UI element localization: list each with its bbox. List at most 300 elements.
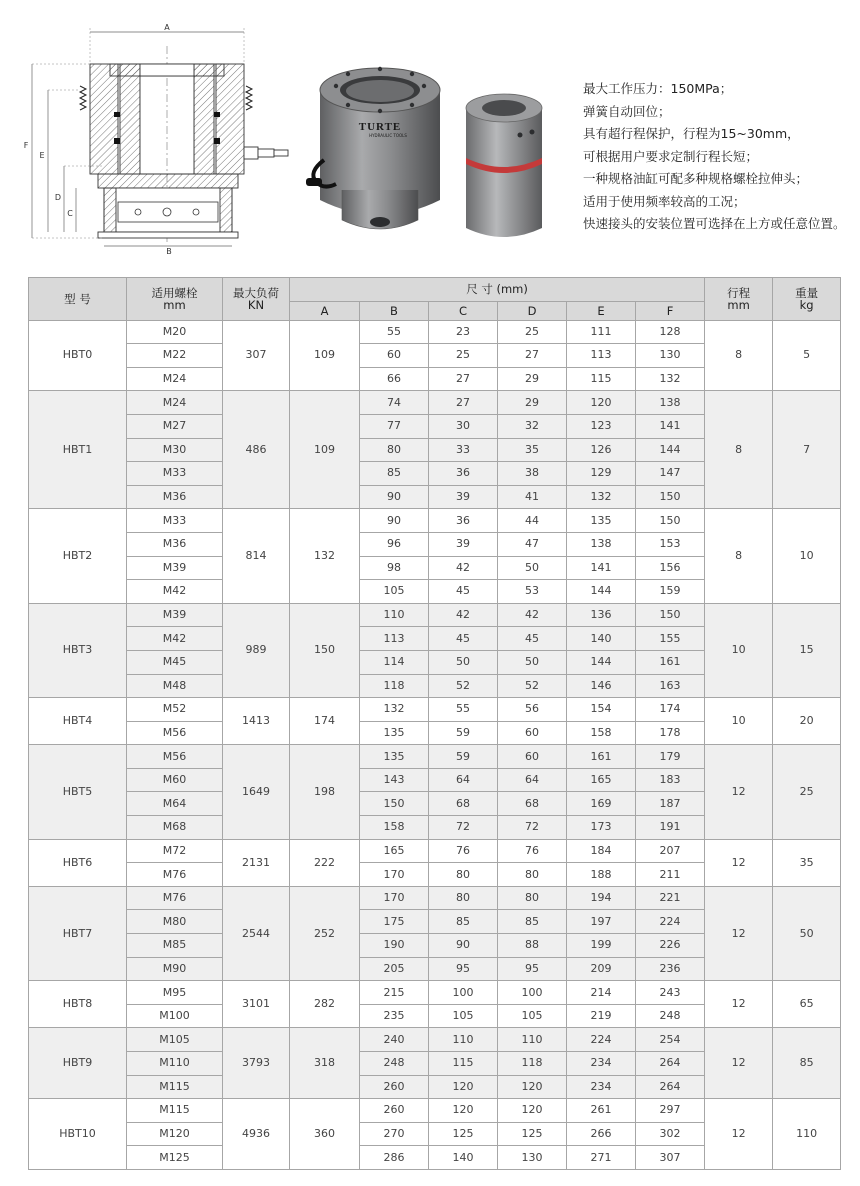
dim-f-cell: 183 [636,768,705,792]
stroke-cell: 8 [705,391,773,509]
dim-e-cell: 158 [567,721,636,745]
dim-d-cell: 118 [498,1052,567,1076]
dim-b-cell: 113 [360,627,429,651]
dim-f-cell: 163 [636,674,705,698]
weight-cell: 15 [773,603,841,697]
load-cell: 3793 [223,1028,290,1099]
feature-list [583,78,860,236]
bolt-cell: M45 [127,650,223,674]
dim-f-cell: 161 [636,650,705,674]
table-row [29,839,841,863]
dim-e-cell: 199 [567,934,636,958]
bolt-cell: M22 [127,344,223,368]
dim-f-cell: 150 [636,603,705,627]
bolt-cell: M52 [127,698,223,722]
dim-f-cell: 132 [636,367,705,391]
dim-c-cell: 115 [429,1052,498,1076]
dim-e-cell: 219 [567,1004,636,1028]
dim-d-cell: 125 [498,1122,567,1146]
model-cell: HBT9 [29,1028,127,1099]
dim-d-cell: 60 [498,721,567,745]
dim-c-cell: 120 [429,1075,498,1099]
feature-item: 具有超行程保护，行程为15~30mm， [583,126,800,141]
dim-e-cell: 140 [567,627,636,651]
dim-d-cell: 130 [498,1146,567,1170]
dim-c-cell: 85 [429,910,498,934]
dim-c-cell: 100 [429,981,498,1005]
dim-d-cell: 88 [498,934,567,958]
feature-item: 可根据用户要求定制行程长短； [583,148,759,164]
dim-label-d: D [54,193,62,202]
dim-b-cell: 248 [360,1052,429,1076]
bolt-cell: M56 [127,721,223,745]
bolt-cell: M56 [127,745,223,769]
dim-e-cell: 115 [567,367,636,391]
dim-c-cell: 23 [429,320,498,344]
stroke-cell: 10 [705,603,773,697]
header-dim-c: C [429,301,498,320]
dim-b-cell: 135 [360,745,429,769]
brand-logo: TURTE [358,121,402,133]
dim-f-cell: 155 [636,627,705,651]
product-photo [306,60,568,250]
dim-e-cell: 129 [567,462,636,486]
dim-c-cell: 125 [429,1122,498,1146]
dim-e-cell: 113 [567,344,636,368]
dim-e-cell: 169 [567,792,636,816]
dim-e-cell: 141 [567,556,636,580]
load-cell: 989 [223,603,290,697]
bolt-cell: M120 [127,1122,223,1146]
load-cell: 1649 [223,745,290,839]
dim-d-cell: 41 [498,485,567,509]
dim-b-cell: 132 [360,698,429,722]
dim-e-cell: 154 [567,698,636,722]
dim-e-cell: 209 [567,957,636,981]
dim-d-cell: 76 [498,839,567,863]
header-dim-e: E [567,301,636,320]
model-cell: HBT1 [29,391,127,509]
dim-e-cell: 234 [567,1052,636,1076]
bolt-cell: M36 [127,532,223,556]
load-cell: 2544 [223,886,290,980]
bolt-cell: M125 [127,1146,223,1170]
dim-b-cell: 286 [360,1146,429,1170]
weight-cell: 25 [773,745,841,839]
bolt-cell: M105 [127,1028,223,1052]
brand-subtext: HYDRAULIC TOOLS [369,133,407,138]
dim-c-cell: 76 [429,839,498,863]
model-cell: HBT4 [29,698,127,745]
dim-d-cell: 29 [498,367,567,391]
dim-f-cell: 302 [636,1122,705,1146]
dim-f-cell: 187 [636,792,705,816]
dim-f-cell: 179 [636,745,705,769]
bolt-cell: M115 [127,1099,223,1123]
dim-b-cell: 60 [360,344,429,368]
dim-c-cell: 80 [429,863,498,887]
header-dim-b: B [360,301,429,320]
stroke-cell: 8 [705,509,773,603]
dim-b-cell: 205 [360,957,429,981]
dim-f-cell: 150 [636,485,705,509]
dim-f-cell: 236 [636,957,705,981]
dim-d-cell: 35 [498,438,567,462]
dim-b-cell: 96 [360,532,429,556]
dim-b-cell: 158 [360,816,429,840]
dim-d-cell: 60 [498,745,567,769]
dim-b-cell: 260 [360,1099,429,1123]
dim-f-cell: 243 [636,981,705,1005]
dim-d-cell: 44 [498,509,567,533]
weight-cell: 85 [773,1028,841,1099]
dim-a-cell: 360 [290,1099,360,1170]
dim-b-cell: 260 [360,1075,429,1099]
bolt-cell: M20 [127,320,223,344]
dim-b-cell: 105 [360,580,429,604]
dim-b-cell: 170 [360,863,429,887]
dim-b-cell: 135 [360,721,429,745]
dim-f-cell: 178 [636,721,705,745]
dim-f-cell: 264 [636,1052,705,1076]
bolt-cell: M36 [127,485,223,509]
table-row [29,981,841,1005]
dim-f-cell: 156 [636,556,705,580]
weight-cell: 10 [773,509,841,603]
dim-b-cell: 270 [360,1122,429,1146]
header-dim-d: D [498,301,567,320]
dim-f-cell: 254 [636,1028,705,1052]
dim-b-cell: 235 [360,1004,429,1028]
header-weight: 重量 kg [773,278,841,321]
dim-c-cell: 50 [429,650,498,674]
dim-f-cell: 207 [636,839,705,863]
dim-e-cell: 144 [567,580,636,604]
load-cell: 3101 [223,981,290,1028]
dim-b-cell: 90 [360,485,429,509]
bolt-cell: M85 [127,934,223,958]
dim-d-cell: 64 [498,768,567,792]
dim-d-cell: 32 [498,414,567,438]
dim-b-cell: 55 [360,320,429,344]
dim-e-cell: 123 [567,414,636,438]
dim-b-cell: 74 [360,391,429,415]
dim-c-cell: 59 [429,745,498,769]
dim-e-cell: 144 [567,650,636,674]
dim-c-cell: 39 [429,532,498,556]
load-cell: 1413 [223,698,290,745]
dim-a-cell: 252 [290,886,360,980]
dim-b-cell: 170 [360,886,429,910]
dim-f-cell: 147 [636,462,705,486]
header-model: 型 号 [29,278,127,321]
dim-f-cell: 248 [636,1004,705,1028]
dim-c-cell: 25 [429,344,498,368]
dim-label-a: A [164,23,170,32]
load-cell: 2131 [223,839,290,886]
bolt-cell: M33 [127,462,223,486]
table-row [29,698,841,722]
header-bolt: 适用螺栓 mm [127,278,223,321]
bolt-cell: M95 [127,981,223,1005]
dim-c-cell: 80 [429,886,498,910]
dim-d-cell: 25 [498,320,567,344]
load-cell: 814 [223,509,290,603]
stroke-cell: 12 [705,839,773,886]
dim-label-f: F [23,141,29,150]
table-row [29,509,841,533]
dim-label-e: E [39,151,45,160]
dim-e-cell: 173 [567,816,636,840]
dim-d-cell: 38 [498,462,567,486]
stroke-cell: 10 [705,698,773,745]
bolt-cell: M100 [127,1004,223,1028]
header-stroke: 行程 mm [705,278,773,321]
dim-b-cell: 98 [360,556,429,580]
stroke-cell: 12 [705,886,773,980]
dim-d-cell: 50 [498,556,567,580]
dim-f-cell: 174 [636,698,705,722]
dim-b-cell: 110 [360,603,429,627]
dim-b-cell: 175 [360,910,429,934]
dim-c-cell: 90 [429,934,498,958]
dim-b-cell: 85 [360,462,429,486]
model-cell: HBT8 [29,981,127,1028]
dim-a-cell: 198 [290,745,360,839]
dim-f-cell: 138 [636,391,705,415]
dim-b-cell: 143 [360,768,429,792]
weight-cell: 50 [773,886,841,980]
bolt-cell: M64 [127,792,223,816]
weight-cell: 7 [773,391,841,509]
dim-b-cell: 190 [360,934,429,958]
bolt-cell: M72 [127,839,223,863]
dim-a-cell: 132 [290,509,360,603]
bolt-cell: M42 [127,580,223,604]
dim-a-cell: 109 [290,320,360,391]
bolt-cell: M60 [127,768,223,792]
dim-b-cell: 165 [360,839,429,863]
dim-a-cell: 318 [290,1028,360,1099]
stroke-cell: 12 [705,1099,773,1170]
dim-e-cell: 120 [567,391,636,415]
dim-d-cell: 29 [498,391,567,415]
model-cell: HBT5 [29,745,127,839]
dim-f-cell: 264 [636,1075,705,1099]
model-cell: HBT0 [29,320,127,391]
dim-d-cell: 68 [498,792,567,816]
table-row [29,1099,841,1123]
dim-d-cell: 53 [498,580,567,604]
dim-b-cell: 114 [360,650,429,674]
dim-d-cell: 95 [498,957,567,981]
bolt-cell: M76 [127,863,223,887]
dim-b-cell: 215 [360,981,429,1005]
dim-b-cell: 66 [360,367,429,391]
dim-e-cell: 261 [567,1099,636,1123]
dim-a-cell: 150 [290,603,360,697]
dim-d-cell: 50 [498,650,567,674]
dim-f-cell: 297 [636,1099,705,1123]
feature-item: 适用于使用频率较高的工况； [583,193,746,209]
dim-d-cell: 52 [498,674,567,698]
dim-c-cell: 59 [429,721,498,745]
dim-f-cell: 226 [636,934,705,958]
feature-item: 快速接头的安装位置可选择在上方或任意位置。 [583,216,846,231]
dim-b-cell: 118 [360,674,429,698]
dim-c-cell: 105 [429,1004,498,1028]
dim-d-cell: 120 [498,1075,567,1099]
weight-cell: 5 [773,320,841,391]
model-cell: HBT3 [29,603,127,697]
model-cell: HBT10 [29,1099,127,1170]
dim-d-cell: 105 [498,1004,567,1028]
load-cell: 307 [223,320,290,391]
dim-d-cell: 100 [498,981,567,1005]
dim-f-cell: 211 [636,863,705,887]
dim-d-cell: 85 [498,910,567,934]
spec-table [28,277,841,1170]
dim-c-cell: 39 [429,485,498,509]
table-row [29,320,841,344]
dim-c-cell: 110 [429,1028,498,1052]
model-cell: HBT6 [29,839,127,886]
dim-e-cell: 194 [567,886,636,910]
bolt-cell: M39 [127,603,223,627]
dim-e-cell: 126 [567,438,636,462]
table-row [29,603,841,627]
table-row [29,1028,841,1052]
dim-c-cell: 42 [429,556,498,580]
dim-c-cell: 42 [429,603,498,627]
dim-e-cell: 132 [567,485,636,509]
table-body [29,320,841,1169]
dim-f-cell: 128 [636,320,705,344]
dim-c-cell: 140 [429,1146,498,1170]
dim-d-cell: 120 [498,1099,567,1123]
dim-c-cell: 95 [429,957,498,981]
bolt-cell: M27 [127,414,223,438]
table-row [29,391,841,415]
dim-c-cell: 64 [429,768,498,792]
dim-c-cell: 72 [429,816,498,840]
bolt-cell: M90 [127,957,223,981]
dim-b-cell: 90 [360,509,429,533]
feature-item: 弹簧自动回位； [583,103,671,119]
dim-b-cell: 77 [360,414,429,438]
dim-e-cell: 266 [567,1122,636,1146]
dim-d-cell: 42 [498,603,567,627]
header-dim-a: A [290,301,360,320]
dim-d-cell: 45 [498,627,567,651]
dim-c-cell: 33 [429,438,498,462]
stroke-cell: 12 [705,981,773,1028]
dim-a-cell: 109 [290,391,360,509]
dim-e-cell: 271 [567,1146,636,1170]
dim-f-cell: 144 [636,438,705,462]
dim-c-cell: 52 [429,674,498,698]
stroke-cell: 12 [705,745,773,839]
dim-c-cell: 55 [429,698,498,722]
stroke-cell: 12 [705,1028,773,1099]
bolt-cell: M30 [127,438,223,462]
bolt-cell: M39 [127,556,223,580]
dim-f-cell: 150 [636,509,705,533]
dim-e-cell: 138 [567,532,636,556]
dim-c-cell: 36 [429,509,498,533]
dim-f-cell: 159 [636,580,705,604]
dim-d-cell: 80 [498,863,567,887]
feature-item: 一种规格油缸可配多种规格螺栓拉伸头； [583,171,809,186]
dim-d-cell: 72 [498,816,567,840]
bolt-cell: M24 [127,391,223,415]
dim-d-cell: 27 [498,344,567,368]
stroke-cell: 8 [705,320,773,391]
weight-cell: 20 [773,698,841,745]
dim-c-cell: 27 [429,391,498,415]
dim-e-cell: 135 [567,509,636,533]
dim-a-cell: 174 [290,698,360,745]
dim-c-cell: 36 [429,462,498,486]
header-dim-f: F [636,301,705,320]
dim-e-cell: 188 [567,863,636,887]
dim-f-cell: 141 [636,414,705,438]
dim-d-cell: 110 [498,1028,567,1052]
dim-f-cell: 130 [636,344,705,368]
bolt-cell: M76 [127,886,223,910]
bolt-cell: M33 [127,509,223,533]
dim-f-cell: 153 [636,532,705,556]
model-cell: HBT2 [29,509,127,603]
table-row [29,745,841,769]
bolt-cell: M42 [127,627,223,651]
dim-d-cell: 47 [498,532,567,556]
dim-f-cell: 224 [636,910,705,934]
weight-cell: 110 [773,1099,841,1170]
dim-e-cell: 184 [567,839,636,863]
dim-f-cell: 191 [636,816,705,840]
load-cell: 4936 [223,1099,290,1170]
dim-f-cell: 307 [636,1146,705,1170]
feature-item: 最大工作压力：150MPa； [583,81,733,96]
dim-f-cell: 221 [636,886,705,910]
header-dims-group: 尺 寸 (mm) [290,278,705,302]
dim-e-cell: 161 [567,745,636,769]
dim-d-cell: 80 [498,886,567,910]
header-load: 最大负荷 KN [223,278,290,321]
dim-b-cell: 240 [360,1028,429,1052]
bolt-cell: M80 [127,910,223,934]
bolt-cell: M110 [127,1052,223,1076]
table-row [29,886,841,910]
dim-e-cell: 224 [567,1028,636,1052]
dim-c-cell: 68 [429,792,498,816]
bolt-cell: M115 [127,1075,223,1099]
weight-cell: 65 [773,981,841,1028]
dim-e-cell: 146 [567,674,636,698]
dim-b-cell: 150 [360,792,429,816]
dim-d-cell: 56 [498,698,567,722]
table-header [29,278,841,321]
dim-e-cell: 214 [567,981,636,1005]
dim-label-b: B [166,247,172,256]
dim-b-cell: 80 [360,438,429,462]
dim-a-cell: 282 [290,981,360,1028]
dim-e-cell: 234 [567,1075,636,1099]
dim-c-cell: 45 [429,627,498,651]
cross-section-drawing [18,20,300,256]
dim-c-cell: 30 [429,414,498,438]
